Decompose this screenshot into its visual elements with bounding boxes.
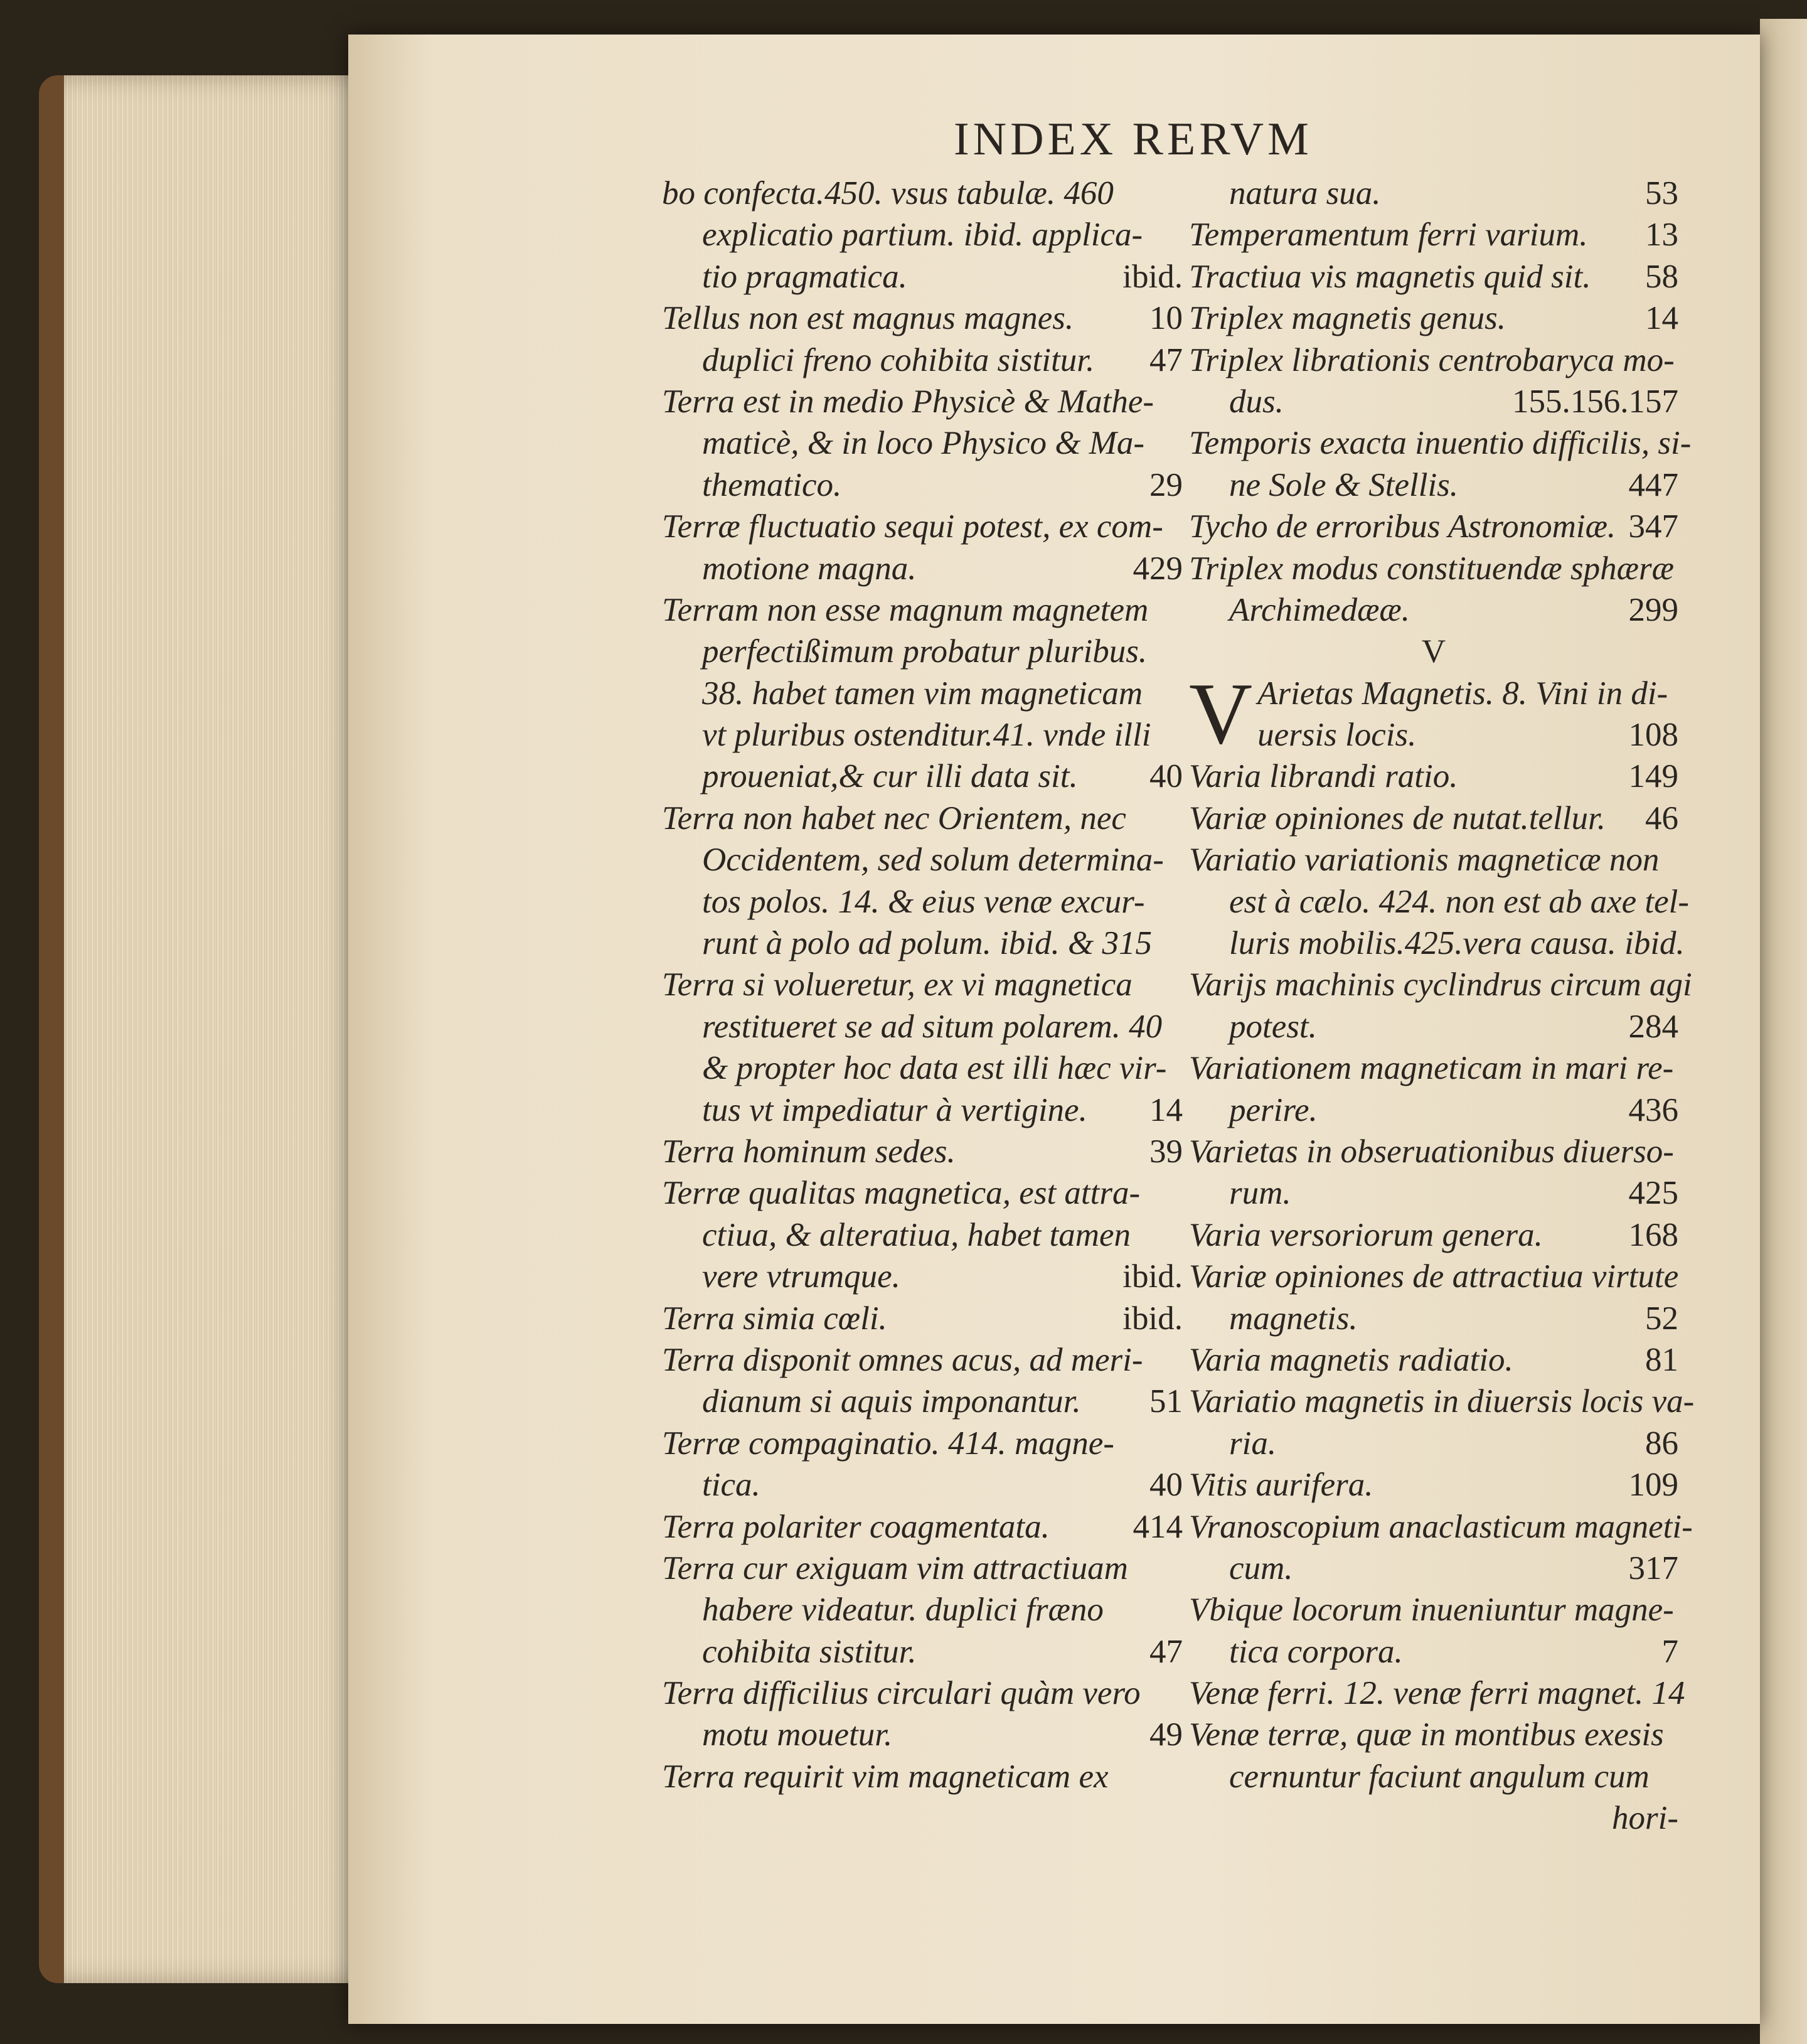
entry-page-number: 81 [1645, 1341, 1678, 1378]
entry-text: Terra est in medio Physicè & Mathe- [662, 383, 1154, 420]
index-entry-line [1189, 173, 1678, 214]
index-entry-line [1189, 1714, 1678, 1755]
entry-text: vt pluribus ostenditur.41. vnde illi [702, 717, 1151, 754]
entry-text: tica. [702, 1467, 760, 1504]
entry-text: proueniat,& cur illi data sit. [702, 758, 1078, 795]
entry-text: Vbique locorum inueniuntur magne- [1189, 1592, 1674, 1629]
index-entry-line [1189, 1464, 1678, 1506]
entry-text: Varietas in obseruationibus diuerso- [1189, 1133, 1674, 1170]
entry-page-number: 14 [1645, 300, 1678, 337]
entry-text: Terra non habet nec Orientem, nec [662, 800, 1126, 837]
entry-text: potest. [1229, 1008, 1317, 1045]
index-entry-line [662, 1256, 1183, 1297]
index-entry-line [662, 1672, 1183, 1714]
index-entry-line [662, 756, 1183, 797]
entry-text: dus. [1229, 383, 1284, 420]
index-entry-line [662, 464, 1183, 506]
entry-page-number: 299 [1628, 591, 1678, 628]
entry-page-number: 39 [1149, 1133, 1183, 1170]
index-entry-line [662, 1464, 1183, 1506]
index-entry-line [662, 1089, 1183, 1131]
index-entry-line [662, 1214, 1183, 1256]
index-entry-line [662, 631, 1183, 672]
entry-text: magnetis. [1229, 1300, 1358, 1337]
entry-page-number: 40 [1149, 1467, 1183, 1504]
entry-page-number: 109 [1628, 1467, 1678, 1504]
entry-page-number: 46 [1645, 800, 1678, 837]
index-entry-line [662, 548, 1183, 589]
index-entry-line [662, 506, 1183, 547]
entry-text: bo confecta.450. vsus tabulæ. 460 [662, 175, 1114, 211]
index-entry-line [662, 1298, 1183, 1339]
entry-page-number: 317 [1628, 1549, 1678, 1587]
entry-text: Triplex librationis centrobaryca mo- [1189, 341, 1675, 378]
entry-text: Occidentem, sed solum determina- [702, 842, 1164, 879]
entry-page-number: 447 [1628, 466, 1678, 503]
index-entry-line [1189, 214, 1678, 255]
index-entry-line [662, 340, 1183, 381]
entry-text: Terræ qualitas magnetica, est attra- [662, 1175, 1141, 1212]
entry-text: runt à polo ad polum. ibid. & 315 [702, 925, 1153, 962]
index-entry-line [1189, 673, 1678, 714]
index-entry-line [662, 1423, 1183, 1464]
index-entry-line [662, 297, 1183, 339]
entry-text: tica corpora. [1229, 1633, 1403, 1670]
entry-text: Temperamentum ferri varium. [1189, 217, 1588, 254]
entry-text: motu mouetur. [702, 1716, 893, 1753]
entry-page-number: 10 [1149, 300, 1183, 337]
entry-text: Arietas Magnetis. 8. Vini in di- [1257, 675, 1668, 712]
entry-text: Variæ opiniones de attractiua virtute [1189, 1258, 1679, 1295]
index-entry-line [662, 964, 1183, 1005]
entry-text: Tycho de erroribus Astronomiæ. [1189, 508, 1616, 545]
entry-text: tus vt impediatur à vertigine. [702, 1091, 1087, 1128]
index-entry-line [662, 422, 1183, 464]
entry-text: est à cælo. 424. non est ab axe tel- [1229, 883, 1690, 920]
index-entry-line [1189, 340, 1678, 381]
index-entry-line [662, 1006, 1183, 1047]
entry-text: Varijs machinis cyclindrus circum agi [1189, 966, 1692, 1003]
index-entry-line [1189, 1631, 1678, 1672]
index-entry-line [662, 1172, 1183, 1214]
index-entry-line [1189, 923, 1685, 964]
entry-page-number: 47 [1149, 341, 1183, 378]
index-entry-line [1189, 1423, 1678, 1464]
entry-text: Varia magnetis radiatio. [1189, 1341, 1513, 1378]
entry-text: Varia librandi ratio. [1189, 758, 1458, 795]
index-entry-line [1189, 548, 1678, 589]
index-entry-line [1189, 297, 1678, 339]
entry-page-number: 155.156.157 [1512, 383, 1678, 420]
entry-page-number: ibid. [1122, 1300, 1183, 1337]
index-entry-line [1189, 1756, 1678, 1797]
entry-page-number: 52 [1645, 1300, 1678, 1337]
index-entry-line [1189, 756, 1678, 797]
entry-text: Terræ compaginatio. 414. magne- [662, 1425, 1114, 1462]
entry-page-number: 425 [1628, 1175, 1678, 1212]
entry-page-number: 429 [1133, 550, 1183, 587]
index-entry-line [1189, 964, 1692, 1005]
entry-text: luris mobilis.425.vera causa. ibid. [1229, 925, 1685, 962]
index-entry-line [662, 1339, 1183, 1381]
index-entry-line [662, 1756, 1183, 1797]
entry-page-number: 86 [1645, 1425, 1678, 1462]
adjacent-page-edge [1760, 19, 1807, 2044]
entry-page-number: 284 [1628, 1008, 1678, 1045]
index-entry-line [1189, 1131, 1678, 1172]
book-page-edges [39, 75, 390, 1983]
index-entry-line [1189, 714, 1678, 756]
entry-text: Venæ terræ, quæ in montibus exesis [1189, 1716, 1664, 1753]
entry-page-number: 108 [1628, 717, 1678, 754]
entry-page-number: 149 [1628, 758, 1678, 795]
entry-text: Tractiua vis magnetis quid sit. [1189, 258, 1591, 295]
entry-page-number: ibid. [1122, 1258, 1183, 1295]
index-section-t [1189, 173, 1692, 631]
entry-text: vere vtrumque. [702, 1258, 900, 1295]
entry-text: dianum si aquis imponantur. [702, 1383, 1081, 1420]
entry-page-number: 414 [1133, 1508, 1183, 1545]
entry-text: ne Sole & Stellis. [1229, 466, 1459, 503]
entry-page-number: 58 [1645, 258, 1678, 295]
index-entry-line [1189, 256, 1678, 297]
entry-text: habere videatur. duplici fræno [702, 1592, 1104, 1629]
index-entry-line [662, 1548, 1183, 1589]
entry-text: Terræ fluctuatio sequi potest, ex com- [662, 508, 1163, 545]
index-entry-line [662, 881, 1183, 923]
dropcap-lines [1189, 665, 1678, 762]
index-entry-line [662, 1714, 1183, 1755]
entry-page-number: 7 [1661, 1633, 1678, 1670]
entry-text: cohibita sistitur. [702, 1633, 917, 1670]
entry-text: Terra si volueretur, ex vi magnetica [662, 966, 1133, 1003]
entry-text: Variatio magnetis in diuersis locis va- [1189, 1383, 1695, 1420]
entry-text: Terra polariter coagmentata. [662, 1508, 1050, 1545]
entry-text: restitueret se ad situm polarem. 40 [702, 1008, 1163, 1045]
index-entry-line [1189, 1589, 1678, 1630]
index-entry-line [662, 923, 1183, 964]
entry-text: motione magna. [702, 550, 917, 587]
index-entry-line [662, 1506, 1183, 1548]
entry-text: & propter hoc data est illi hæc vir- [702, 1050, 1167, 1087]
entry-text: Vranoscopium anaclasticum magneti- [1189, 1508, 1693, 1545]
index-entry-line [662, 256, 1183, 297]
index-entry-line [1189, 1172, 1678, 1214]
entry-text: Terra requirit vim magneticam ex [662, 1758, 1109, 1795]
entry-text: maticè, & in loco Physico & Ma- [702, 425, 1145, 462]
entry-page-number: 14 [1149, 1091, 1183, 1128]
index-entry-line [1189, 1548, 1678, 1589]
index-entry-line [1189, 881, 1690, 923]
index-entry-line [1189, 422, 1692, 464]
index-entry-line [1189, 506, 1678, 547]
entry-text: Tellus non est magnus magnes. [662, 300, 1074, 337]
index-entry-line [1189, 464, 1678, 506]
entry-text: explicatio partium. ibid. applica- [702, 217, 1143, 254]
index-entry-line [1189, 1256, 1678, 1297]
index-entry-line [1189, 1047, 1678, 1089]
entry-page-number: ibid. [1122, 258, 1183, 295]
index-entry-line [1189, 1381, 1695, 1422]
entry-page-number: 347 [1628, 508, 1678, 545]
entry-page-number: 168 [1628, 1216, 1678, 1253]
index-entry-line [662, 1631, 1183, 1672]
entry-text: 38. habet tamen vim magneticam [702, 675, 1143, 712]
entry-text: Variationem magneticam in mari re- [1189, 1050, 1674, 1087]
entry-text: Venæ ferri. 12. venæ ferri magnet. 14 [1189, 1675, 1685, 1712]
entry-page-number: 51 [1149, 1383, 1183, 1420]
entry-page-number: 436 [1628, 1091, 1678, 1128]
entry-text: ctiua, & alteratiua, habet tamen [702, 1216, 1131, 1253]
entry-text: Terra cur exiguam vim attractiuam [662, 1549, 1128, 1587]
index-entry-line [1189, 1672, 1685, 1714]
entry-text: natura sua. [1229, 175, 1381, 211]
index-entry-line [662, 1131, 1183, 1172]
entry-text: Terra difficilius circulari quàm vero [662, 1675, 1141, 1712]
index-entry-line [1189, 1214, 1678, 1256]
entry-text: Archimedææ. [1229, 591, 1410, 628]
entry-text: Terra hominum sedes. [662, 1133, 956, 1170]
index-entry-line [662, 714, 1183, 756]
entry-text: Variatio variationis magneticæ non [1189, 842, 1660, 879]
index-entry-line [662, 381, 1183, 422]
index-entry-line [662, 673, 1183, 714]
entry-text: Terra disponit omnes acus, ad meri- [662, 1341, 1143, 1378]
index-entry-line [662, 173, 1183, 214]
index-entry-line [1189, 589, 1678, 631]
catchword: hori- [1612, 1800, 1678, 1837]
index-entry-line [662, 1589, 1183, 1630]
index-entry-line [1189, 1506, 1693, 1548]
entry-page-number: 40 [1149, 758, 1183, 795]
entry-page-number: 53 [1645, 175, 1678, 211]
index-entry-line [1189, 381, 1678, 422]
dropcap-letter: V [1189, 665, 1253, 762]
index-entry-line [1189, 1006, 1678, 1047]
index-entry-line [662, 798, 1183, 839]
index-entry-line [1189, 1339, 1678, 1381]
entry-text: Triplex magnetis genus. [1189, 300, 1506, 337]
entry-text: perfectißimum probatur pluribus. [702, 633, 1148, 670]
index-entry-line [1189, 1089, 1678, 1131]
index-entry-line [662, 839, 1183, 880]
index-entry-line [662, 589, 1183, 631]
index-entry-line [1189, 1298, 1678, 1339]
entry-text: tio pragmatica. [702, 258, 907, 295]
index-column-right [1189, 173, 1695, 1839]
entry-text: rum. [1229, 1175, 1291, 1212]
entry-text: Terra simia cœli. [662, 1300, 887, 1337]
index-entry-line [1189, 839, 1678, 880]
entry-text: tos polos. 14. & eius venæ excur- [702, 883, 1145, 920]
section-letter: V [1421, 633, 1446, 670]
entry-text: Varia versoriorum genera. [1189, 1216, 1543, 1253]
index-entry-line [1189, 798, 1678, 839]
entry-text: cernuntur faciunt angulum cum [1229, 1758, 1650, 1795]
index-entry-line [662, 1047, 1183, 1089]
entry-text: Terram non esse magnum magnetem [662, 591, 1149, 628]
index-section-v [1189, 756, 1695, 1797]
dropcap-entry [1189, 665, 1678, 762]
entry-text: Triplex modus constituendæ sphæræ [1189, 550, 1674, 587]
page-header: INDEX RERVM [954, 114, 1313, 165]
entry-text: ria. [1229, 1425, 1277, 1462]
entry-page-number: 47 [1149, 1633, 1183, 1670]
catchword-line [1189, 1797, 1678, 1839]
entry-text: Vitis aurifera. [1189, 1467, 1373, 1504]
entry-text: Variæ opiniones de nutat.tellur. [1189, 800, 1606, 837]
entry-text: thematico. [702, 466, 842, 503]
entry-text: uersis locis. [1257, 717, 1417, 754]
entry-page-number: 13 [1645, 217, 1678, 254]
entry-text: cum. [1229, 1549, 1293, 1587]
entry-page-number: 29 [1149, 466, 1183, 503]
index-entry-line [662, 1381, 1183, 1422]
entry-page-number: 49 [1149, 1716, 1183, 1753]
entry-text: Temporis exacta inuentio difficilis, si- [1189, 425, 1692, 462]
entry-text: perire. [1229, 1091, 1318, 1128]
index-column-left [662, 173, 1183, 1797]
entry-text: duplici freno cohibita sistitur. [702, 341, 1095, 378]
index-entry-line [662, 214, 1183, 255]
